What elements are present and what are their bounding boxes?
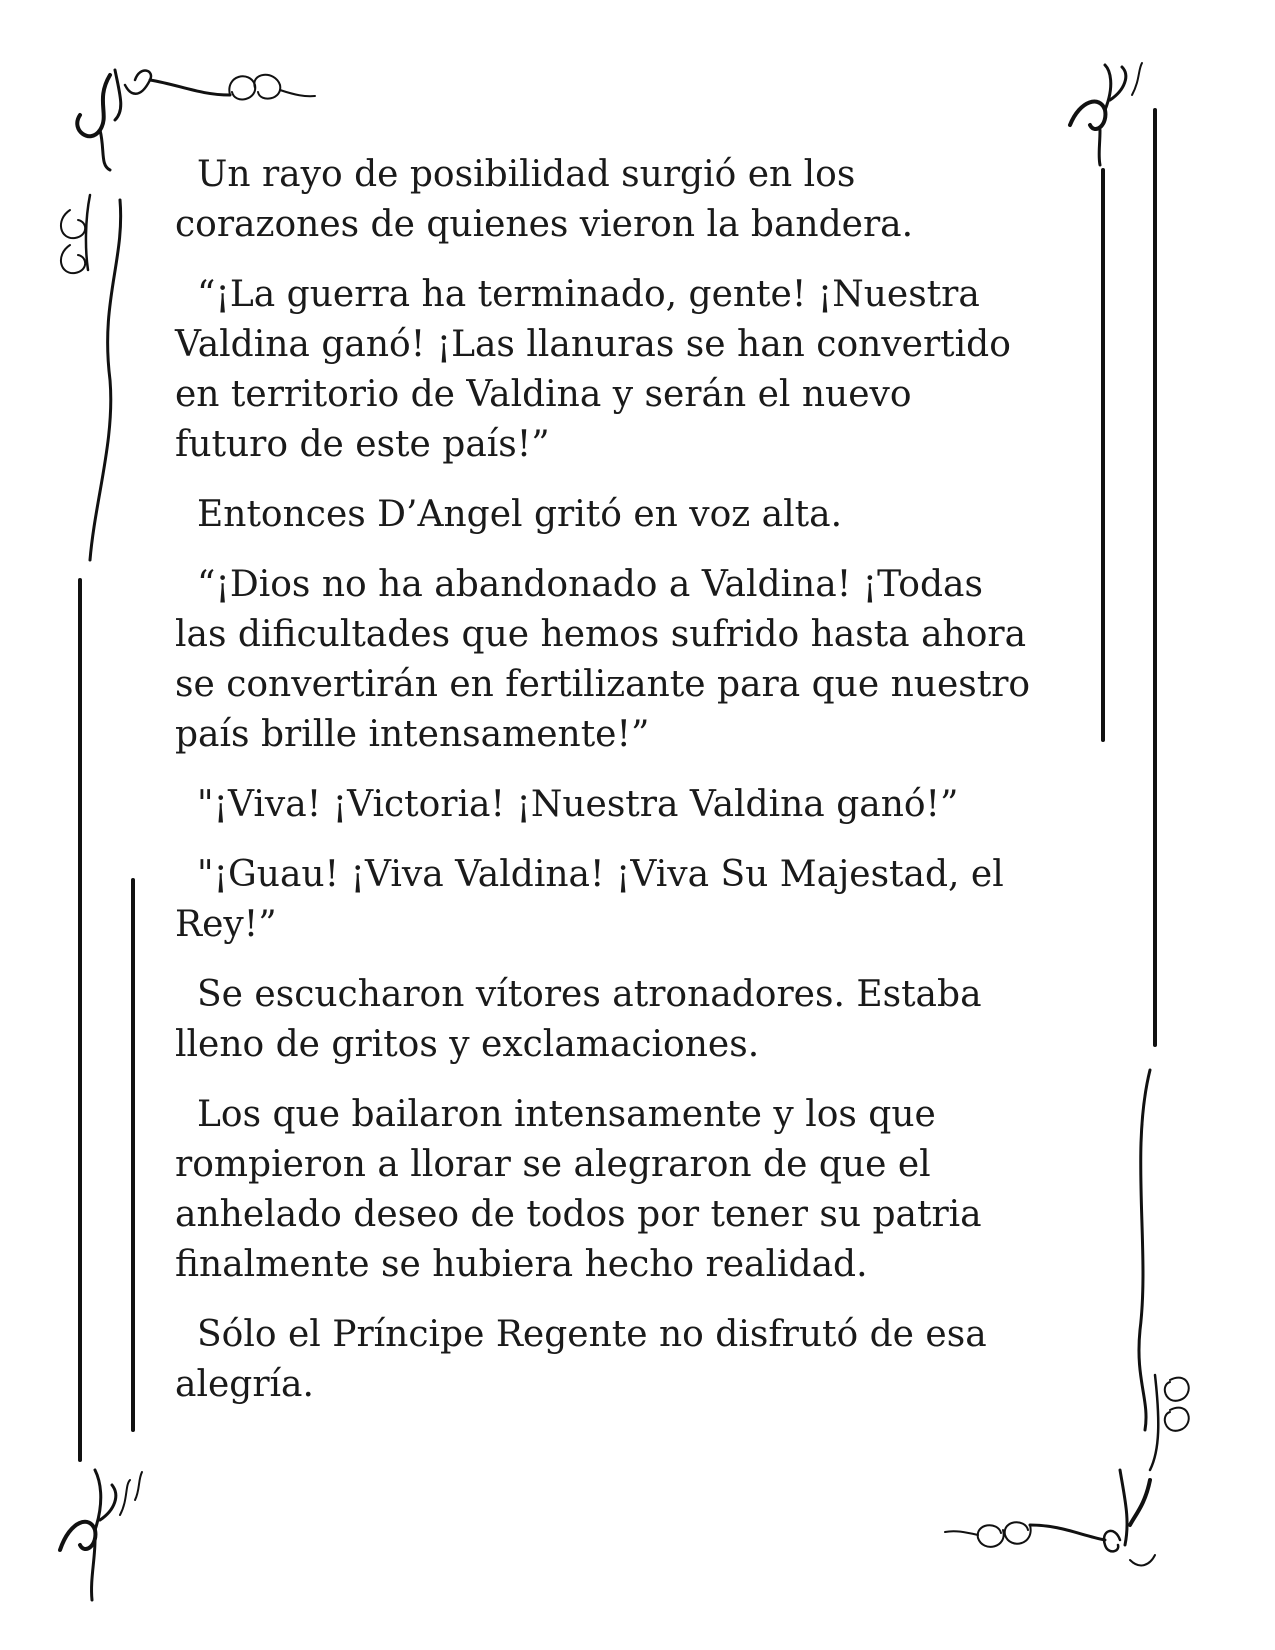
paragraph: Sólo el Príncipe Regente no disfrutó de esa alegría.	[175, 1314, 987, 1405]
paragraph: “¡Dios no ha abandonado a Valdina! ¡Todas las dificultades que hemos sufrido hasta ahora se convertirán en fertilizante para que nuestro país brille intensamente!”	[175, 564, 1031, 755]
top-right-flourish-icon	[1070, 63, 1142, 165]
bottom-left-flourish-icon	[60, 1470, 142, 1600]
paragraph: “¡La guerra ha terminado, gente! ¡Nuestra Valdina ganó! ¡Las llanuras se han convertido en territorio de Valdina y serán el nuevo futuro de este país!”	[175, 274, 1011, 465]
paragraph: Entonces D’Angel gritó en voz alta.	[197, 494, 843, 535]
paragraph: "¡Guau! ¡Viva Valdina! ¡Viva Su Majestad, el Rey!”	[175, 854, 1004, 945]
paragraph: "¡Viva! ¡Victoria! ¡Nuestra Valdina ganó!”	[197, 784, 959, 825]
paragraph: Se escucharon vítores atronadores. Estaba lleno de gritos y exclamaciones.	[175, 974, 982, 1065]
paragraph: Los que bailaron intensamente y los que rompieron a llorar se alegraron de que el anhelado deseo de todos por tener su patria finalmente se hubiera hecho realidad.	[175, 1094, 982, 1285]
page-body-text	[175, 150, 1075, 1430]
paragraph: Un rayo de posibilidad surgió en los corazones de quienes vieron la bandera.	[175, 154, 914, 245]
